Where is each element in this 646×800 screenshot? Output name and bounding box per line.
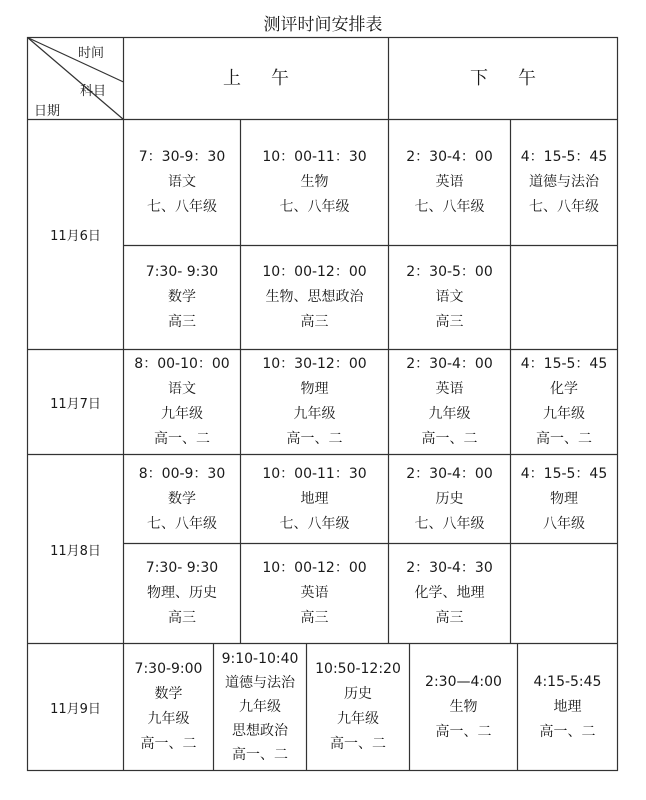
date-label: 11月9日 xyxy=(50,701,101,717)
exam-grade: 高三 xyxy=(168,314,196,330)
date-label: 11月6日 xyxy=(50,229,101,244)
morning-header xyxy=(124,38,388,119)
exam-subject: 数学 xyxy=(154,686,183,702)
exam-time: 4:15-5:45 xyxy=(533,673,602,690)
schedule-cell xyxy=(511,120,617,245)
exam-grade: 九年级 xyxy=(428,406,471,422)
exam-subject-secondary: 思想政治 xyxy=(232,723,288,739)
schedule-cell xyxy=(214,644,306,770)
exam-time: 4：15-5：45 xyxy=(520,465,608,482)
schedule-cell xyxy=(389,455,510,543)
exam-grade-secondary: 高一、二 xyxy=(154,431,210,447)
exam-grade: 七、八年级 xyxy=(414,199,485,215)
exam-grade: 九年级 xyxy=(337,711,379,727)
exam-time: 10：00-12：00 xyxy=(262,264,367,280)
schedule-cell xyxy=(241,544,388,643)
exam-grade: 九年级 xyxy=(293,406,336,422)
exam-grade: 高三 xyxy=(300,610,329,626)
exam-grade-secondary: 高一、二 xyxy=(232,747,288,763)
exam-grade: 九年级 xyxy=(239,699,281,715)
schedule-cell xyxy=(389,120,510,245)
schedule-cell xyxy=(124,120,240,245)
exam-time: 2：30-4：00 xyxy=(406,465,493,482)
schedule-cell xyxy=(389,350,510,454)
date-cell-nov8 xyxy=(28,455,123,643)
schedule-cell xyxy=(389,544,510,643)
schedule-cell xyxy=(124,544,240,643)
exam-grade: 七、八年级 xyxy=(147,515,217,532)
schedule-cell xyxy=(241,120,388,245)
exam-subject: 数学 xyxy=(168,490,196,507)
schedule-cell xyxy=(124,246,240,349)
header-subject-label: 科目 xyxy=(80,84,107,99)
exam-subject: 道德与法治 xyxy=(529,174,599,190)
header-time-label: 时间 xyxy=(78,46,105,61)
exam-subject: 数学 xyxy=(168,289,196,305)
schedule-cell xyxy=(511,455,617,543)
exam-subject: 化学 xyxy=(550,381,578,397)
exam-time: 2：30-5：00 xyxy=(406,264,493,280)
exam-grade: 高三 xyxy=(300,314,329,330)
schedule-cell xyxy=(124,455,240,543)
exam-grade: 高一、二 xyxy=(539,723,596,740)
afternoon-label: 下午 xyxy=(470,68,566,89)
exam-subject: 物理 xyxy=(300,381,329,397)
exam-subject: 化学、地理 xyxy=(414,585,485,601)
schedule-cell xyxy=(511,350,617,454)
exam-subject: 生物 xyxy=(300,174,329,190)
exam-time: 10：00-11：30 xyxy=(262,149,367,165)
exam-time: 4：15-5：45 xyxy=(520,149,608,165)
exam-time: 10：00-11：30 xyxy=(262,465,367,482)
schedule-cell xyxy=(124,350,240,454)
exam-grade: 高一、二 xyxy=(435,723,492,740)
exam-time: 8：00-10：00 xyxy=(134,356,230,372)
exam-time: 2：30-4：00 xyxy=(406,149,493,165)
schedule-cell xyxy=(124,644,213,770)
exam-subject: 地理 xyxy=(553,698,582,715)
exam-subject: 语文 xyxy=(435,289,464,305)
exam-subject: 英语 xyxy=(435,174,464,190)
exam-time: 2:30—4:00 xyxy=(425,673,502,690)
exam-subject: 物理 xyxy=(550,490,578,507)
exam-subject: 地理 xyxy=(300,490,329,507)
exam-grade-secondary: 高一、二 xyxy=(421,431,478,447)
exam-time: 2：30-4：30 xyxy=(406,560,493,576)
exam-subject: 语文 xyxy=(168,381,196,397)
exam-time: 10：00-12：00 xyxy=(262,560,367,576)
exam-time: 7:30- 9:30 xyxy=(145,264,219,280)
afternoon-header xyxy=(389,38,617,119)
date-label: 11月7日 xyxy=(50,396,101,412)
schedule-cell xyxy=(518,644,617,770)
exam-time: 10:50-12:20 xyxy=(315,661,401,677)
schedule-cell xyxy=(241,455,388,543)
exam-subject: 生物、思想政治 xyxy=(265,289,364,305)
exam-time: 7:30- 9:30 xyxy=(145,560,219,576)
exam-grade: 高三 xyxy=(435,314,464,330)
page-title: 测评时间安排表 xyxy=(263,15,383,35)
exam-grade-secondary: 高一、二 xyxy=(536,431,592,447)
exam-time: 10：30-12：00 xyxy=(262,356,367,372)
date-cell-nov9 xyxy=(28,644,123,770)
exam-time: 2：30-4：00 xyxy=(406,356,493,372)
exam-grade: 九年级 xyxy=(147,711,190,727)
exam-subject: 英语 xyxy=(435,381,464,397)
exam-grade: 九年级 xyxy=(543,406,585,422)
date-cell-nov6 xyxy=(28,120,123,349)
exam-grade: 八年级 xyxy=(543,515,585,532)
date-label: 11月8日 xyxy=(50,543,101,559)
exam-grade-secondary: 高一、二 xyxy=(286,431,343,447)
exam-time: 9:10-10:40 xyxy=(221,651,299,667)
exam-subject: 生物 xyxy=(449,698,478,715)
exam-subject: 道德与法治 xyxy=(225,675,295,691)
exam-grade: 高三 xyxy=(435,610,464,626)
exam-grade: 七、八年级 xyxy=(414,515,485,532)
exam-subject: 语文 xyxy=(168,174,196,190)
schedule-cell xyxy=(389,246,510,349)
exam-subject: 历史 xyxy=(344,686,372,702)
exam-time: 8：00-9：30 xyxy=(138,465,226,482)
schedule-cell xyxy=(307,644,409,770)
exam-grade: 七、八年级 xyxy=(279,515,350,532)
exam-time: 7：30-9：30 xyxy=(138,149,226,165)
exam-grade: 九年级 xyxy=(161,406,203,422)
schedule-cell xyxy=(241,246,388,349)
exam-time: 7:30-9:00 xyxy=(134,661,203,677)
schedule-cell xyxy=(410,644,517,770)
exam-grade: 七、八年级 xyxy=(529,199,599,215)
exam-time: 4：15-5：45 xyxy=(520,356,608,372)
schedule-cell xyxy=(241,350,388,454)
exam-grade: 七、八年级 xyxy=(147,199,217,215)
exam-subject: 物理、历史 xyxy=(147,585,217,601)
exam-subject: 历史 xyxy=(435,490,464,507)
morning-label: 上午 xyxy=(223,68,319,89)
exam-grade-secondary: 高一、二 xyxy=(330,736,386,752)
exam-grade: 高三 xyxy=(168,610,196,626)
exam-grade: 七、八年级 xyxy=(279,199,350,215)
header-date-label: 日期 xyxy=(34,104,61,119)
exam-grade-secondary: 高一、二 xyxy=(140,736,197,752)
date-cell-nov7 xyxy=(28,350,123,454)
exam-subject: 英语 xyxy=(300,585,329,601)
